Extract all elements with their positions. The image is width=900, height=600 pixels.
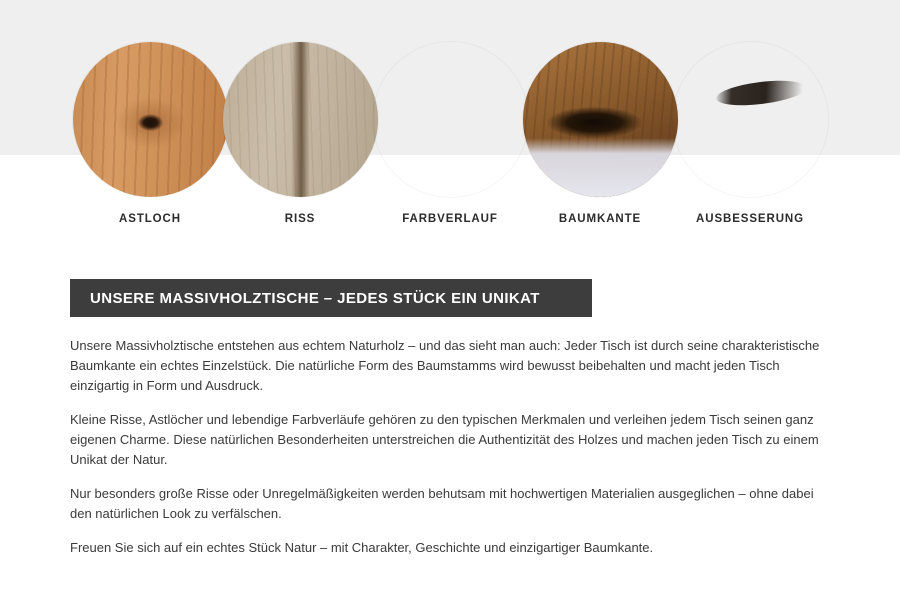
repaired-crack-detail [715, 77, 807, 109]
feature-item-farbverlauf[interactable] [370, 42, 530, 225]
feature-item-riss[interactable] [220, 42, 380, 225]
feature-label-farbverlauf: FARBVERLAUF [402, 213, 498, 225]
baumkante-thumbnail[interactable] [523, 42, 678, 197]
feature-label-riss: RISS [284, 213, 316, 225]
wood-knot-image [73, 42, 228, 197]
body-paragraph-1: Unsere Massivholztische entstehen aus echtem Naturholz – und das sieht man auch: Jeder Tisch ist durch seine charakteristische Baumkante ein echtes Einzelstück. Die natürliche Form des Baumstamms wird bewusst beibehalten und macht jeden Tisch einzigartig in Form und Ausdruck. [70, 338, 820, 393]
ausbesserung-thumbnail[interactable] [673, 42, 828, 197]
feature-item-baumkante[interactable] [520, 42, 680, 225]
body-paragraph-4: Freuen Sie sich auf ein echtes Stück Natur – mit Charakter, Geschichte und einzigartiger Baumkante. [70, 540, 654, 555]
wood-crack-image [223, 42, 378, 197]
feature-label-baumkante: BAUMKANTE [558, 213, 642, 225]
astloch-thumbnail[interactable] [73, 42, 228, 197]
feature-label-ausbesserung: AUSBESSERUNG [696, 213, 804, 225]
farbverlauf-thumbnail[interactable] [373, 42, 528, 197]
feature-item-ausbesserung[interactable] [670, 42, 830, 225]
feature-label-astloch: ASTLOCH [119, 213, 181, 225]
feature-gallery [0, 0, 900, 250]
body-paragraph-3: Nur besonders große Risse oder Unregelmäßigkeiten werden behutsam mit hochwertigen Materialien ausgeglichen – ohne dabei den natürlichen Look zu verfälschen. [70, 486, 814, 521]
body-paragraph-2: Kleine Risse, Astlöcher und lebendige Farbverläufe gehören zu den typischen Merkmalen und verleihen jedem Tisch seinen ganz eigenen Charme. Diese natürlichen Besonderheiten unterstreichen die Authentizität des Holzes und machen jeden Tisch zu einem Unikat der Natur. [70, 412, 819, 467]
riss-thumbnail[interactable] [223, 42, 378, 197]
wood-color-gradient-image [373, 42, 528, 197]
feature-item-astloch[interactable] [70, 42, 230, 225]
live-edge-image [523, 42, 678, 197]
wood-repair-image [673, 42, 828, 197]
section-heading-bar [70, 279, 592, 317]
page-title: UNSERE MASSIVHOLZTISCHE – JEDES STÜCK EIN UNIKAT [90, 289, 540, 307]
body-copy [70, 336, 822, 572]
